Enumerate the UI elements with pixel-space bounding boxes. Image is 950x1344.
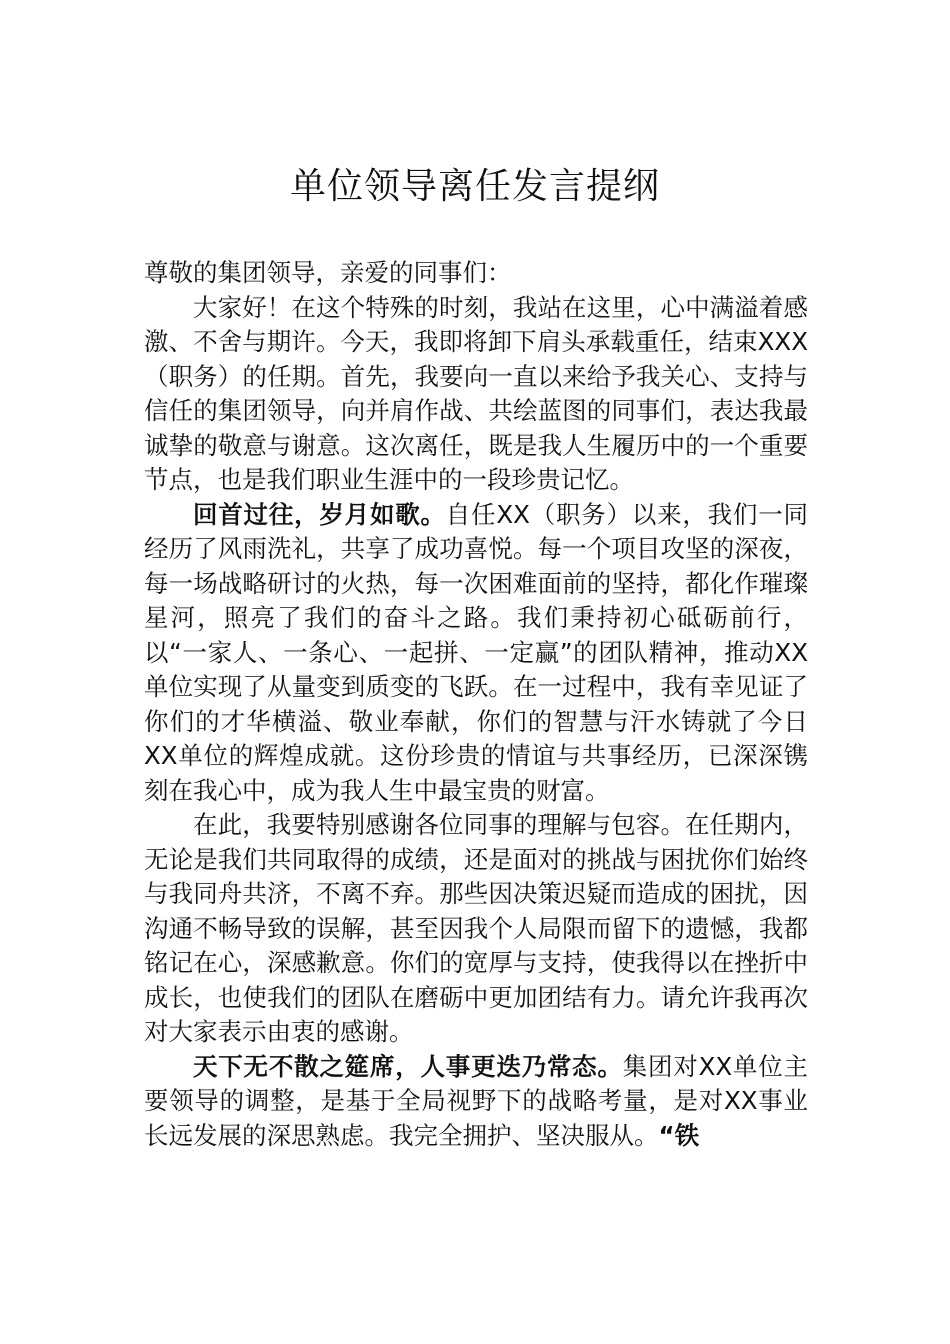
document-title: 单位领导离任发言提纲 <box>289 166 660 207</box>
paragraph-thanks <box>144 808 808 1050</box>
paragraph-tail: “铁 <box>658 1120 700 1150</box>
paragraph-text: 集团对XX单位主要领导的调整，是基于全局视野下的战略考量，是对XX事业长远发展的深思熟虑。我完全拥护、坚决服从。 <box>144 1051 808 1150</box>
paragraph-transition <box>144 1050 808 1154</box>
salutation: 尊敬的集团领导，亲爱的同事们： <box>144 258 512 287</box>
paragraph-greeting <box>144 291 808 498</box>
paragraph-review <box>144 498 808 809</box>
paragraph-text: 在此，我要特别感谢各位同事的理解与包容。在任期内，无论是我们共同取得的成绩，还是面对的挑战与困扰你们始终与我同舟共济，不离不弃。那些因决策迟疑而造成的困扰，因沟通不畅导致的误解，甚至因我个人局限而留下的遗憾，我都铭记在心，深感歉意。你们的宽厚与支持，使我得以在挫折中成长，也使我们的团队在磨砺中更加团结有力。请允许我再次对大家表示由衷的感谢。 <box>144 810 808 1046</box>
paragraph-text: 大家好！在这个特殊的时刻，我站在这里，心中满溢着感激、不舍与期许。今天，我即将卸下肩头承载重任，结束XXX（职务）的任期。首先，我要向一直以来给予我关心、支持与信任的集团领导，向并肩作战、共绘蓝图的同事们，表达我最诚挚的敬意与谢意。这次离任，既是我人生履历中的一个重要节点，也是我们职业生涯中的一段珍贵记忆。 <box>144 292 808 494</box>
paragraph-lead: 天下无不散之筵席，人事更迭乃常态。 <box>193 1051 623 1081</box>
paragraph-text: 自任XX（职务）以来，我们一同经历了风雨洗礼，共享了成功喜悦。每一个项目攻坚的深夜，每一场战略研讨的火热，每一次困难面前的坚持，都化作璀璨星河，照亮了我们的奋斗之路。我们秉持初心砥砺前行，以“一家人、一条心、一起拼、一定赢”的团队精神，推动XX单位实现了从量变到质变的飞跃。在一过程中，我有幸见证了你们的才华横溢、敬业奉献，你们的智慧与汗水铸就了今日XX单位的辉煌成就。这份珍贵的情谊与共事经历，已深深镌刻在我心中，成为我人生中最宝贵的财富。 <box>144 499 808 805</box>
document-body <box>144 256 808 1153</box>
paragraph-lead: 回首过往，岁月如歌。 <box>193 499 446 529</box>
